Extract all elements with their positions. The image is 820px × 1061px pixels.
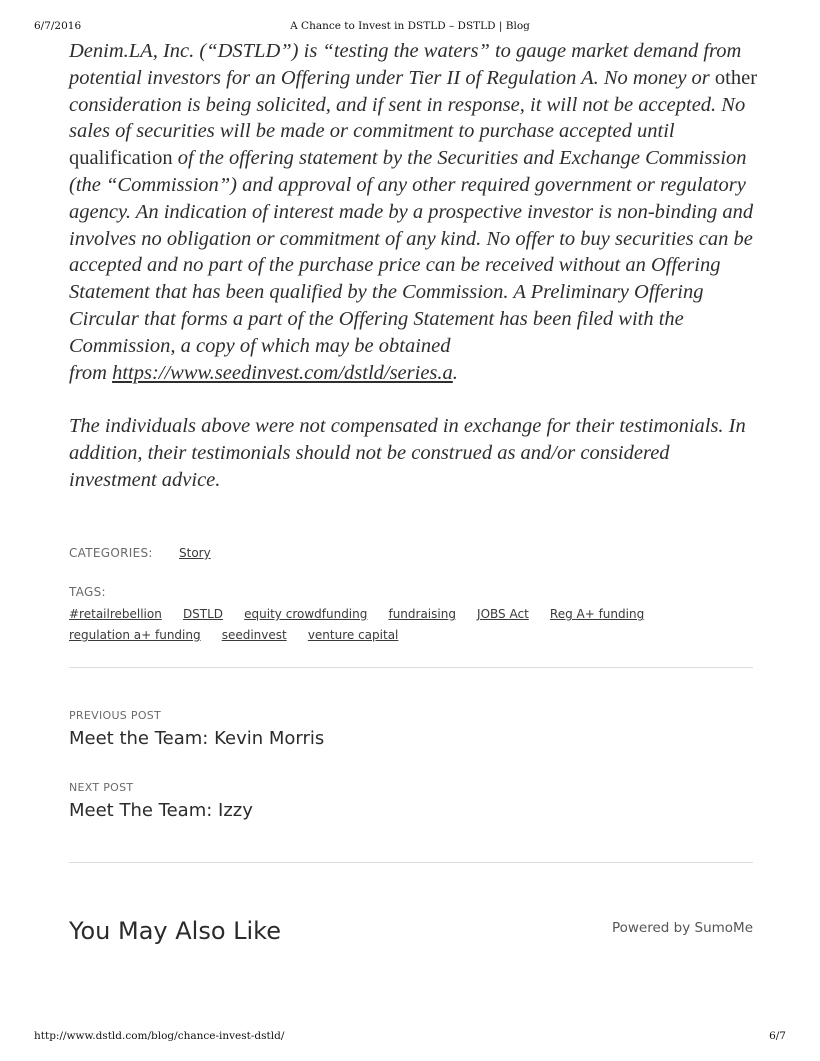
print-page-number: 6/7 bbox=[769, 1030, 786, 1042]
tag-link[interactable]: DSTLD bbox=[182, 607, 224, 621]
divider bbox=[69, 667, 753, 668]
next-post-nav[interactable] bbox=[69, 781, 753, 821]
offering-disclaimer bbox=[69, 38, 759, 386]
tag-link[interactable]: Reg A+ funding bbox=[549, 607, 645, 621]
tag-link[interactable]: regulation a+ funding bbox=[69, 628, 201, 642]
disclaimer-period: . bbox=[452, 361, 458, 384]
disclaimer-from: from bbox=[69, 361, 113, 384]
testimonial-disclaimer: The individuals above were not compensated in exchange for their testimonials. In addition, their testimonials should not be construed as and/or considered investment advice. bbox=[69, 415, 746, 491]
tags-label: TAGS: bbox=[69, 585, 106, 599]
related-heading: You May Also Like bbox=[69, 917, 281, 945]
print-date: 6/7/2016 bbox=[34, 20, 82, 32]
post-tags bbox=[69, 585, 759, 645]
tag-link[interactable]: equity crowdfunding bbox=[244, 607, 368, 621]
disclaimer-text-2: consideration is being solicited, and if sent in response, it will not be accepted. No sales of securities will be made or commitment to purchase accepted until bbox=[69, 93, 746, 143]
print-url: http://www.dstld.com/blog/chance-invest-dstld/ bbox=[34, 1030, 285, 1042]
print-page-title: A Chance to Invest in DSTLD – DSTLD | Blog bbox=[290, 20, 530, 32]
previous-post-title[interactable]: Meet the Team: Kevin Morris bbox=[69, 728, 325, 749]
tag-list bbox=[69, 603, 759, 645]
tag-link[interactable]: #retailrebellion bbox=[69, 607, 162, 621]
tag-link[interactable]: seedinvest bbox=[221, 628, 287, 642]
previous-post-nav[interactable] bbox=[69, 709, 753, 749]
disclaimer-upright-2: qualification bbox=[69, 147, 173, 170]
disclaimer-text-3: of the offering statement by the Securities and Exchange Commission (the “Commission”) and approval of any other required government or regulatory agency. An indication of interest made by a prospective investor is non-binding and involves no obligation or commitment of any kind. No offer to buy securities can be accepted and no part of the purchase price can be received without an Offering Statement that has been qualified by the Commission. A Preliminary Offering Circular that forms a part of the Offering Statement has been filed with the Commission, a copy of which may be obtained bbox=[69, 147, 754, 357]
post-disclaimer bbox=[69, 38, 759, 494]
print-footer bbox=[0, 1030, 820, 1044]
tag-link[interactable]: JOBS Act bbox=[477, 607, 529, 621]
next-post-title[interactable]: Meet The Team: Izzy bbox=[69, 800, 253, 821]
seedinvest-link[interactable]: https://www.seedinvest.com/dstld/series.a bbox=[112, 361, 453, 384]
previous-post-label: PREVIOUS POST bbox=[69, 709, 162, 722]
category-link-story[interactable]: Story bbox=[179, 546, 211, 560]
powered-by-sumome-link[interactable]: Powered by SumoMe bbox=[611, 920, 753, 936]
print-header bbox=[0, 20, 820, 34]
tag-link[interactable]: fundraising bbox=[388, 607, 456, 621]
categories-label: CATEGORIES: bbox=[69, 546, 153, 560]
divider bbox=[69, 862, 753, 863]
post-categories bbox=[69, 546, 759, 560]
next-post-label: NEXT POST bbox=[69, 781, 134, 794]
disclaimer-upright-1: other bbox=[714, 66, 758, 89]
tag-link[interactable]: venture capital bbox=[307, 628, 399, 642]
disclaimer-text-1: Denim.LA, Inc. (“DSTLD”) is “testing the waters” to gauge market demand from potential investors for an Offering under Tier II of Regulation A. No money or bbox=[69, 40, 742, 89]
